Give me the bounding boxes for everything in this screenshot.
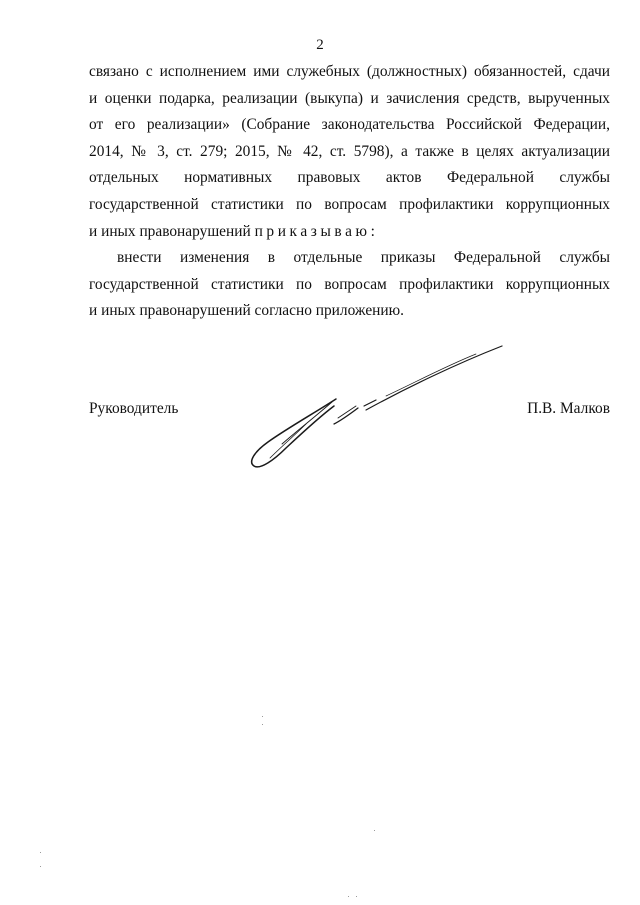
handwritten-signature bbox=[246, 344, 508, 472]
order-line-prefix: и иных правонарушений bbox=[89, 222, 255, 240]
decision-line: внести изменения в отдельные приказы Федеральной службы bbox=[117, 249, 610, 267]
scan-speck bbox=[262, 724, 263, 725]
signer-position: Руководитель bbox=[89, 400, 179, 417]
body-line: государственной статистики по вопросам профилактики коррупционных bbox=[89, 195, 610, 213]
signer-name: П.В. Малков bbox=[527, 400, 610, 417]
order-line-suffix: : bbox=[370, 222, 375, 240]
body-line: и оценки подарка, реализации (выкупа) и зачисления средств, вырученных bbox=[89, 89, 610, 107]
scan-speck bbox=[40, 852, 41, 853]
body-line: 2014, № 3, ст. 279; 2015, № 42, ст. 5798), а также в целях актуализации bbox=[89, 142, 610, 160]
scan-speck bbox=[374, 830, 375, 831]
order-line bbox=[89, 219, 610, 246]
decision-line: и иных правонарушений согласно приложению. bbox=[89, 302, 404, 320]
order-keyword: приказываю bbox=[254, 222, 371, 240]
body-line: связано с исполнением ими служебных (должностных) обязанностей, сдачи bbox=[89, 63, 610, 80]
scan-speck bbox=[348, 896, 349, 897]
scan-speck bbox=[356, 896, 357, 897]
page-number: 2 bbox=[316, 37, 324, 53]
body-line: отдельных нормативных правовых актов Федеральной службы bbox=[89, 169, 610, 187]
document-body bbox=[89, 59, 610, 325]
scan-speck bbox=[262, 716, 263, 717]
body-line: от его реализации» (Собрание законодательства Российской Федерации, bbox=[89, 116, 610, 134]
decision-line: государственной статистики по вопросам профилактики коррупционных bbox=[89, 275, 610, 293]
scan-speck bbox=[40, 866, 41, 867]
